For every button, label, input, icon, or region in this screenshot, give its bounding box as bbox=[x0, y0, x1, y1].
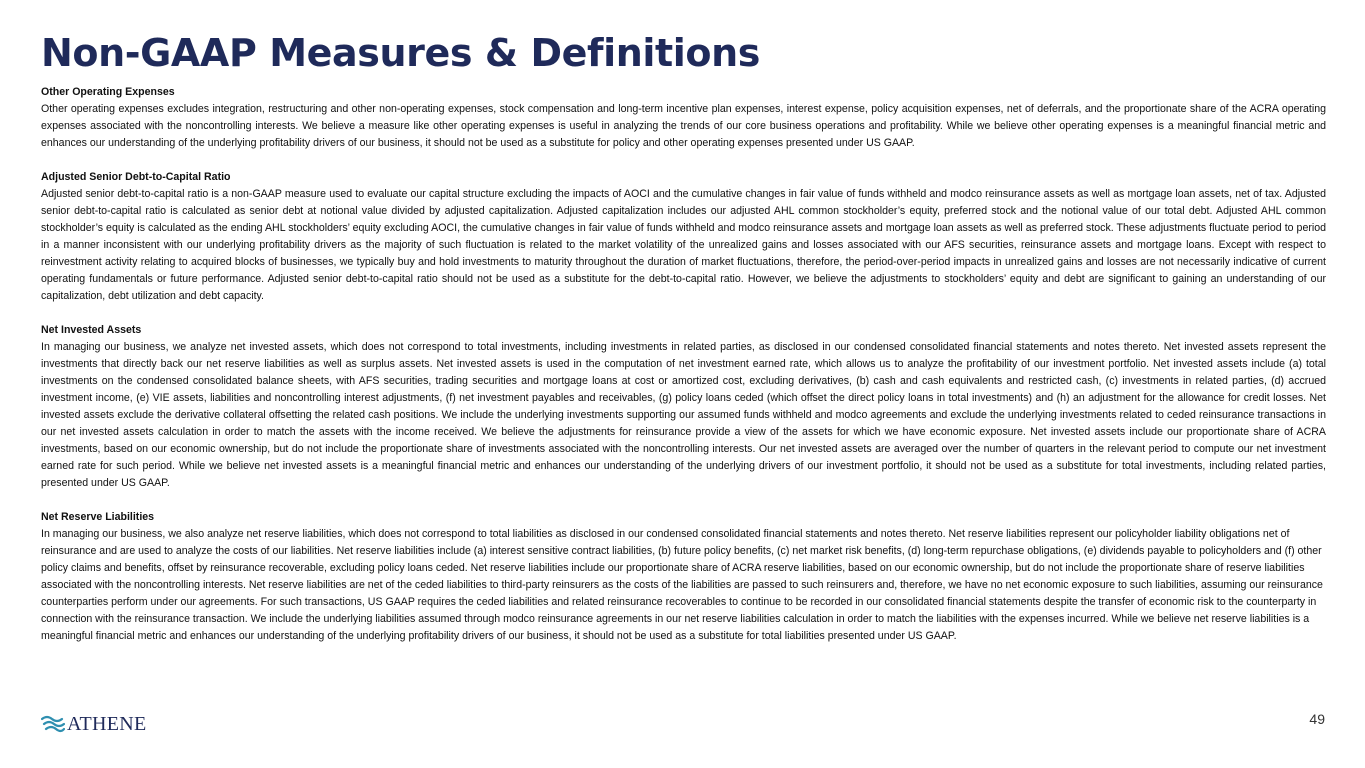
section-heading: Other Operating Expenses bbox=[41, 86, 175, 98]
page-number: 49 bbox=[1309, 711, 1325, 727]
section-body: Adjusted senior debt-to-capital ratio is a non-GAAP measure used to evaluate our capital structure excluding the impacts of AOCI and the cumulative changes in fair value of funds withheld and modco reinsurance assets as well as mortgage loan assets, net of tax. Adjusted senior debt-to-capital ratio is calculated as senior debt at notional value divided by adjusted capitalization. Adjusted capitalization includes our adjusted AHL common stockholder’s equity, preferred stock and the notional value of our total debt. Adjusted AHL common stockholder’s equity is calculated as the ending AHL stockholders’ equity excluding AOCI, the cumulative changes in fair value of funds withheld and modco reinsurance assets and mortgage loan assets as well as preferred stock. These adjustments fluctuate period to period in a manner inconsistent with our underlying profitability drivers as the majority of such fluctuation is related to the market volatility of the unrealized gains and losses associated with our AFS securities, reinsurance assets and mortgage loans. Except with respect to reinvestment activity relating to acquired blocks of businesses, we typically buy and hold investments to maturity throughout the duration of market fluctuations, therefore, the period-over-period impacts in unrealized gains and losses are not necessarily indicative of current operating fundamentals or future performance. Adjusted senior debt-to-capital ratio should not be used as a substitute for the debt-to-capital ratio. However, we believe the adjustments to stockholders’ equity and debt are significant to gaining an understanding of our capitalization, debt utilization and debt capacity. bbox=[41, 188, 1326, 302]
athene-logo bbox=[41, 712, 147, 736]
section-other-operating-expenses bbox=[41, 84, 1326, 152]
definitions-content bbox=[41, 84, 1326, 645]
wave-logo-icon bbox=[41, 715, 65, 733]
section-net-invested-assets bbox=[41, 322, 1326, 492]
logo-wordmark: ATHENE bbox=[67, 713, 147, 735]
section-heading: Adjusted Senior Debt-to-Capital Ratio bbox=[41, 171, 231, 183]
page-title: Non-GAAP Measures & Definitions bbox=[41, 31, 760, 75]
section-heading: Net Invested Assets bbox=[41, 324, 142, 336]
section-body: In managing our business, we analyze net invested assets, which does not correspond to total investments, including investments in related parties, as disclosed in our condensed consolidated financial statements and notes thereto. Net invested assets represent the investments that directly back our net reserve liabilities as well as surplus assets. Net invested assets is used in the computation of net investment earned rate, which allows us to analyze the profitability of our investment portfolio. Net invested assets include (a) total investments on the condensed consolidated balance sheets, with AFS securities, trading securities and mortgage loans at cost or amortized cost, excluding derivatives, (b) cash and cash equivalents and restricted cash, (c) investments in related parties, (d) accrued investment income, (e) VIE assets, liabilities and noncontrolling interest adjustments, (f) net investment payables and receivables, (g) policy loans ceded (which offset the direct policy loans in total investments) and (h) an adjustment for the allowance for credit losses. Net invested assets exclude the derivative collateral offsetting the related cash positions. We include the underlying investments supporting our assumed funds withheld and modco agreements and exclude the underlying investments related to ceded reinsurance transactions in our net invested assets calculation in order to match the assets with the income received. We believe the adjustments for reinsurance provide a view of the assets for which we have economic exposure. Net invested assets include our proportionate share of ACRA investments, based on our economic ownership, but do not include the proportionate share of investments associated with the noncontrolling interests. Our net invested assets are averaged over the number of quarters in the relevant period to compute our net investment earned rate for such period. While we believe net invested assets is a meaningful financial metric and enhances our understanding of the underlying drivers of our investment portfolio, it should not be used as a substitute for total investments, including related parties, presented under US GAAP. bbox=[41, 341, 1326, 489]
section-adjusted-senior-debt-to-capital bbox=[41, 169, 1326, 305]
section-body: Other operating expenses excludes integration, restructuring and other non-operating expenses, stock compensation and long-term incentive plan expenses, interest expense, policy acquisition expenses, net of deferrals, and the proportionate share of the ACRA operating expenses associated with the noncontrolling interests. We believe a measure like other operating expenses is useful in analyzing the trends of our core business operations and profitability. While we believe other operating expenses is a meaningful financial metric and enhances our understanding of the underlying profitability drivers of our business, it should not be used as a substitute for policy and other operating expenses presented under US GAAP. bbox=[41, 103, 1326, 149]
section-body: In managing our business, we also analyze net reserve liabilities, which does not correspond to total liabilities as disclosed in our condensed consolidated financial statements and notes thereto. Net reserve liabilities represent our policyholder liability obligations net of reinsurance and are used to analyze the costs of our liabilities. Net reserve liabilities include (a) interest sensitive contract liabilities, (b) future policy benefits, (c) net market risk benefits, (d) long-term repurchase obligations, (e) dividends payable to policyholders and (f) other policy claims and benefits, offset by reinsurance recoverable, excluding policy loans ceded. Net reserve liabilities include our proportionate share of ACRA reserve liabilities, based on our economic ownership, but do not include the proportionate share of reserve liabilities associated with the noncontrolling interests. Net reserve liabilities are net of the ceded liabilities to third-party reinsurers as the costs of the liabilities are passed to such reinsurers and, therefore, we have no net economic exposure to such liabilities, assuming our reinsurance counterparties perform under our agreements. For such transactions, US GAAP requires the ceded liabilities and related reinsurance recoverables to continue to be recorded in our consolidated financial statements despite the transfer of economic risk to the counterparty in connection with the reinsurance transaction. We include the underlying liabilities assumed through modco reinsurance agreements in our net reserve liabilities calculation in order to match the liabilities with the expenses incurred. While we believe net reserve liabilities is a meaningful financial metric and enhances our understanding of the underlying profitability drivers of our business, it should not be used as a substitute for total liabilities presented under US GAAP. bbox=[41, 528, 1323, 642]
section-net-reserve-liabilities bbox=[41, 509, 1326, 645]
section-heading: Net Reserve Liabilities bbox=[41, 511, 155, 523]
